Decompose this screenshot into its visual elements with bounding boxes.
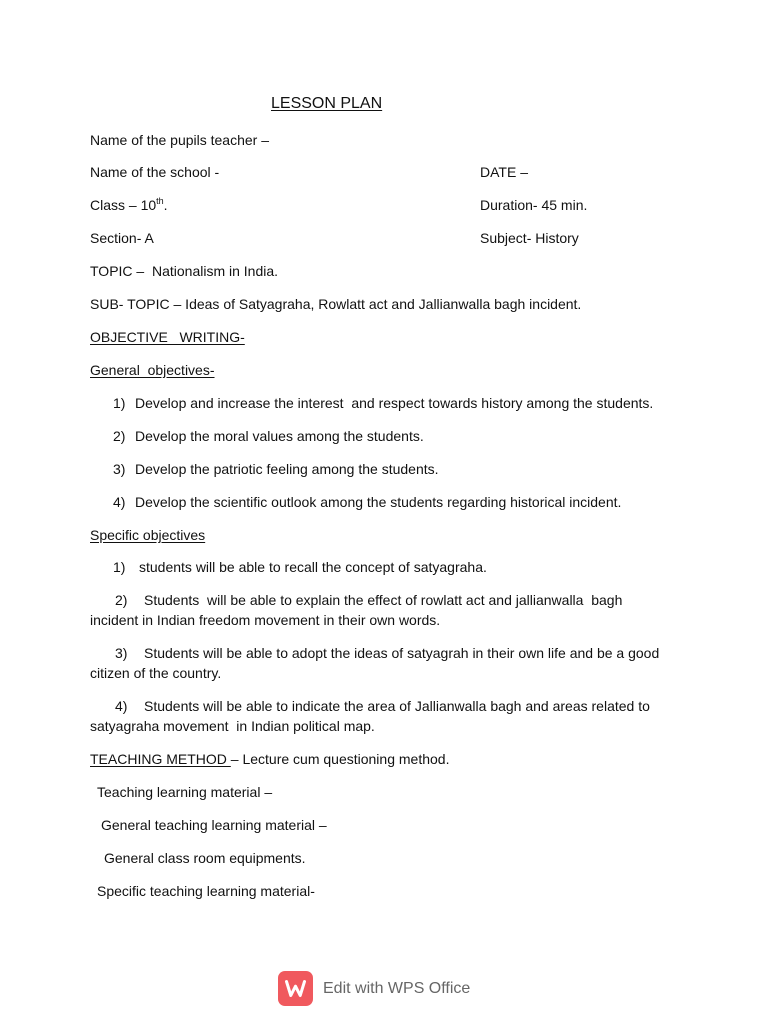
- teaching-method-line: [90, 751, 449, 767]
- list-item-continuation: citizen of the country.: [90, 665, 222, 681]
- subject-field: Subject- History: [480, 230, 579, 246]
- teaching-learning-material-label: Teaching learning material –: [97, 784, 273, 800]
- list-item: Students will be able to explain the effect of rowlatt act and jallianwalla bagh: [144, 592, 623, 608]
- sub-topic-line: SUB- TOPIC – Ideas of Satyagraha, Rowlatt act and Jallianwalla bagh incident.: [90, 296, 582, 312]
- general-tlm-value: General class room equipments.: [104, 850, 306, 866]
- list-item-number: 1): [113, 395, 126, 411]
- school-label: Name of the school -: [90, 164, 220, 180]
- teaching-method-label: TEACHING METHOD: [90, 751, 231, 767]
- edit-with-wps-button[interactable]: [278, 970, 470, 1007]
- list-item-number: 1): [113, 559, 126, 575]
- list-item-number: 2): [115, 592, 128, 608]
- list-item-number: 4): [113, 494, 126, 510]
- list-item-continuation: incident in Indian freedom movement in their own words.: [90, 612, 441, 628]
- list-item: Develop and increase the interest and respect towards history among the students.: [135, 395, 654, 411]
- list-item: Students will be able to indicate the area of Jallianwalla bagh and areas related to: [144, 698, 650, 714]
- specific-tlm-label: Specific teaching learning material-: [97, 883, 315, 899]
- specific-objectives-heading: Specific objectives: [90, 527, 206, 543]
- list-item: Develop the moral values among the students.: [135, 428, 424, 444]
- duration-field: Duration- 45 min.: [480, 197, 588, 213]
- section-field: Section- A: [90, 230, 154, 246]
- list-item-continuation: satyagraha movement in Indian political map.: [90, 718, 375, 734]
- edit-with-wps-label: Edit with WPS Office: [323, 979, 471, 997]
- topic-line: TOPIC – Nationalism in India.: [90, 263, 279, 279]
- list-item: Develop the scientific outlook among the students regarding historical incident.: [135, 494, 622, 510]
- list-item-number: 2): [113, 428, 126, 444]
- pupil-teacher-label: Name of the pupils teacher –: [90, 132, 269, 148]
- class-superscript: th: [156, 196, 164, 206]
- list-item: students will be able to recall the concept of satyagraha.: [139, 559, 487, 575]
- class-field: [90, 197, 168, 213]
- class-end: .: [163, 197, 168, 213]
- list-item-number: 3): [115, 645, 128, 661]
- wps-office-logo-icon: [278, 971, 313, 1006]
- list-item-number: 3): [113, 461, 126, 477]
- general-tlm-label: General teaching learning material –: [101, 817, 327, 833]
- list-item: Students will be able to adopt the ideas of satyagrah in their own life and be a good: [144, 645, 660, 661]
- teaching-method-value: – Lecture cum questioning method.: [230, 751, 450, 767]
- date-label: DATE –: [480, 164, 528, 180]
- class-label: Class – 10: [90, 197, 157, 213]
- list-item-number: 4): [115, 698, 128, 714]
- general-objectives-heading: General objectives-: [90, 362, 215, 378]
- objective-writing-heading: OBJECTIVE WRITING-: [90, 329, 245, 345]
- list-item: Develop the patriotic feeling among the students.: [135, 461, 439, 477]
- page-title: LESSON PLAN: [271, 95, 383, 112]
